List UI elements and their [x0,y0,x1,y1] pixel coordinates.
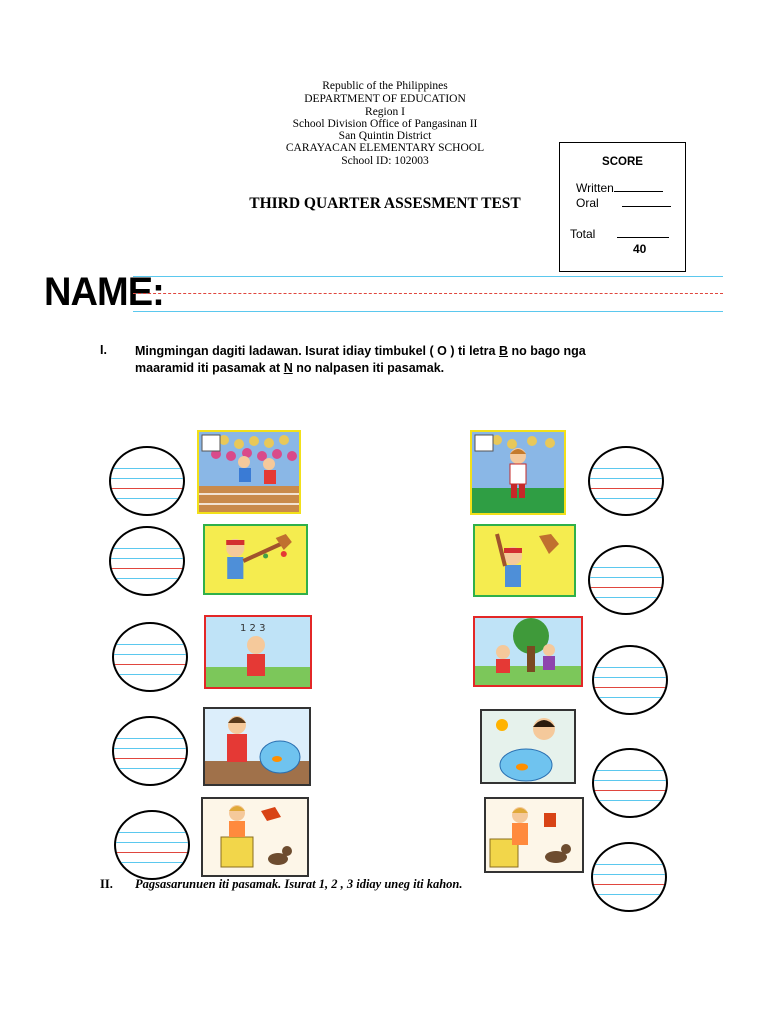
oral-label: Oral [576,196,599,210]
name-line-middle[interactable] [133,293,723,294]
oval-guide-line [590,597,662,598]
picture-girl-feeding-dog [201,797,309,877]
republic-label: Republic of the Philippines [322,80,448,92]
section1-line1: Mingmingan dagiti ladawan. Isurat idiay timbukel ( O ) ti letra B no bago nga [135,344,586,358]
oval-guide-line [594,780,666,781]
answer-oval[interactable] [588,446,664,516]
answer-oval[interactable] [592,748,668,818]
oval-guide-line [111,578,183,579]
oval-guide-line [114,644,186,645]
oval-guide-line [116,852,188,853]
division-label: School Division Office of Pangasinan II [292,118,478,130]
picture-child-swinging-bat [473,524,576,597]
answer-oval[interactable] [112,622,188,692]
oval-guide-line [114,738,186,739]
oval-guide-line [111,558,183,559]
written-label: Written [576,181,614,195]
oval-guide-line [114,674,186,675]
oral-blank[interactable] [622,196,671,207]
oval-guide-line [111,548,183,549]
answer-oval[interactable] [114,810,190,880]
region-label: Region I [365,106,405,118]
written-blank[interactable] [614,181,663,192]
oval-guide-line [116,842,188,843]
oval-guide-line [594,770,666,771]
oval-guide-line [111,498,183,499]
school-id: School ID: 102003 [341,155,429,167]
oval-guide-line [114,748,186,749]
name-label: NAME: [44,270,164,314]
oval-guide-line [594,687,666,688]
section2-instructions: Pagsasarunuen iti pasamak. Isurat 1, 2 , 3 idiay uneg iti kahon. [135,877,463,891]
oval-guide-line [594,697,666,698]
svg-text:1 2 3: 1 2 3 [240,623,266,634]
oval-guide-line [594,667,666,668]
oval-guide-line [111,568,183,569]
oval-guide-line [114,654,186,655]
answer-oval[interactable] [591,842,667,912]
score-title: SCORE [602,156,643,168]
section1-line2: maaramid iti pasamak at N no nalpasen iti pasamak. [135,361,445,375]
oval-guide-line [594,790,666,791]
total-label: Total [570,227,596,241]
oval-guide-line [590,587,662,588]
oval-guide-line [114,768,186,769]
oval-guide-line [594,677,666,678]
district-label: San Quintin District [338,130,432,142]
oral-row [576,196,671,210]
name-line-bottom [133,311,723,312]
oval-guide-line [590,577,662,578]
department-label: DEPARTMENT OF EDUCATION [304,93,466,105]
oval-guide-line [590,567,662,568]
picture-child-counting [204,615,312,689]
oval-guide-line [590,478,662,479]
oval-guide-line [116,832,188,833]
oval-guide-line [114,758,186,759]
oval-guide-line [590,488,662,489]
answer-oval[interactable] [109,446,185,516]
oval-guide-line [593,874,665,875]
answer-oval[interactable] [112,716,188,786]
school-name: CARAYACAN ELEMENTARY SCHOOL [285,142,485,154]
oval-guide-line [111,488,183,489]
oval-guide-line [116,862,188,863]
total-blank[interactable] [617,227,669,238]
picture-girl-with-dog [484,797,584,873]
total-row [570,227,669,241]
oval-guide-line [590,468,662,469]
oval-guide-line [593,894,665,895]
picture-children-racing [197,430,301,514]
answer-oval[interactable] [588,545,664,615]
section2-number: II. [100,877,113,891]
answer-oval[interactable] [592,645,668,715]
answer-oval[interactable] [109,526,185,596]
picture-child-hitting-pinata [203,524,308,595]
total-value: 40 [633,242,647,256]
picture-boy-feeding-fish [480,709,576,784]
test-title: THIRD QUARTER ASSESMENT TEST [249,195,521,212]
oval-guide-line [111,478,183,479]
name-line-top [133,276,723,277]
picture-children-hide-and-seek [473,616,583,687]
oval-guide-line [593,884,665,885]
oval-guide-line [590,498,662,499]
picture-child-winner [470,430,566,515]
section1-number: I. [100,343,107,357]
oval-guide-line [594,800,666,801]
oval-guide-line [593,864,665,865]
oval-guide-line [114,664,186,665]
picture-boy-with-fish [203,707,311,786]
oval-guide-line [111,468,183,469]
score-box [559,142,686,272]
written-row [576,181,663,195]
